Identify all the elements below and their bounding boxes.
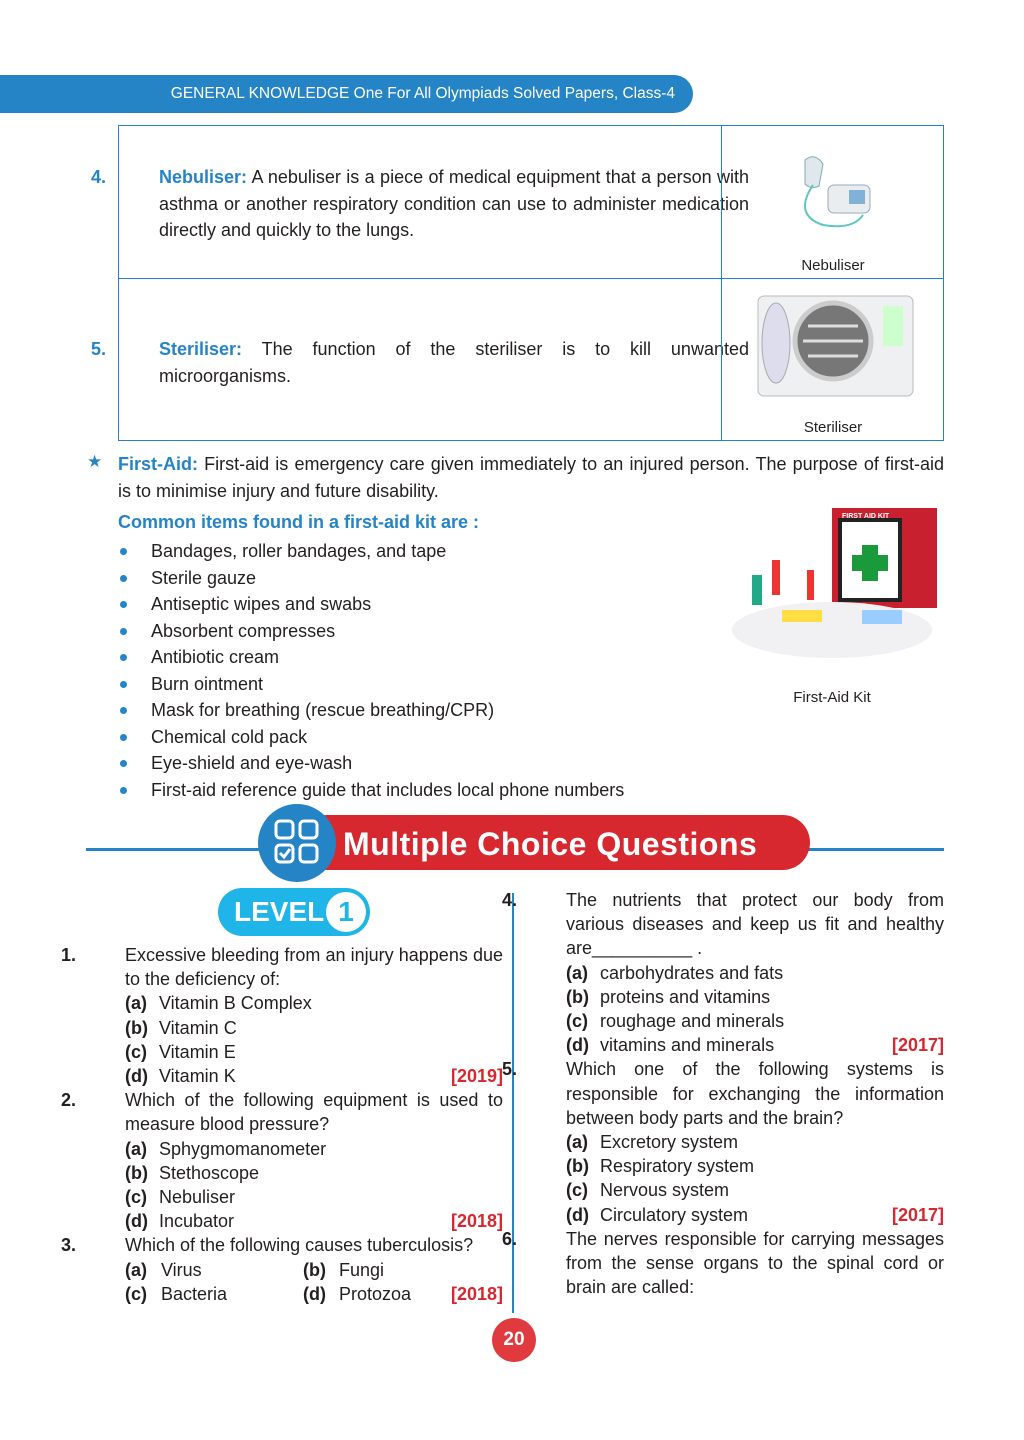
option-text: Vitamin E bbox=[159, 1041, 236, 1062]
answer-option[interactable] bbox=[93, 1040, 503, 1064]
answer-option[interactable] bbox=[93, 1185, 503, 1209]
answer-option[interactable] bbox=[534, 1009, 944, 1033]
question-number: 4. bbox=[502, 890, 518, 910]
answer-option[interactable] bbox=[93, 1161, 503, 1185]
kit-item: Sterile gauze bbox=[118, 565, 624, 592]
option-letter: (c) bbox=[125, 1041, 147, 1062]
image-caption: Steriliser bbox=[803, 419, 863, 436]
option-letter: (c) bbox=[125, 1187, 147, 1208]
option-letter: (a) bbox=[566, 1132, 588, 1153]
question-number: 6. bbox=[502, 1228, 518, 1249]
table-row bbox=[91, 279, 943, 440]
option-text: Respiratory system bbox=[600, 1156, 755, 1177]
option-letter: (b) bbox=[303, 1259, 326, 1280]
level-number: 1 bbox=[326, 892, 366, 932]
kit-item: Absorbent compresses bbox=[118, 618, 624, 645]
option-letter: (d) bbox=[125, 1211, 148, 1232]
question bbox=[61, 943, 503, 1088]
option-letter: (b) bbox=[566, 986, 589, 1007]
question-text: Which of the following equipment is used to measure blood pressure? bbox=[125, 1090, 503, 1135]
option-letter: (b) bbox=[125, 1017, 148, 1038]
definition: The function of the steriliser is to kill unwanted microorganisms. bbox=[159, 339, 749, 386]
kit-label-text: FIRST AID KIT bbox=[842, 513, 890, 520]
level-label: LEVEL bbox=[234, 896, 325, 927]
question-stem bbox=[61, 943, 503, 991]
option-text: Nervous system bbox=[600, 1180, 730, 1201]
question-text: The nutrients that protect our body from various diseases and keep us fit and healthy are__________ . bbox=[566, 890, 944, 959]
option-letter: (d) bbox=[303, 1283, 326, 1304]
answer-option[interactable] bbox=[303, 1282, 411, 1306]
option-text: Fungi bbox=[339, 1259, 385, 1280]
kit-item: Mask for breathing (rescue breathing/CPR) bbox=[118, 697, 624, 724]
question-text: Which of the following causes tuberculosis? bbox=[125, 1235, 474, 1256]
kit-item: First-aid reference guide that includes local phone numbers bbox=[118, 777, 624, 804]
option-text: Vitamin C bbox=[159, 1017, 237, 1038]
option-letter: (c) bbox=[125, 1283, 147, 1304]
question-number: 1. bbox=[61, 945, 77, 965]
option-letter: (a) bbox=[566, 962, 588, 983]
image-caption: First-Aid Kit bbox=[793, 689, 871, 706]
answer-option[interactable] bbox=[93, 1064, 503, 1088]
table-row bbox=[91, 126, 943, 279]
checklist-icon bbox=[258, 804, 336, 882]
level-badge bbox=[218, 888, 370, 936]
year-tag: [2017] bbox=[891, 1035, 944, 1056]
option-letter: (a) bbox=[125, 1259, 147, 1280]
kit-items-list bbox=[118, 538, 624, 803]
option-letter: (d) bbox=[566, 1035, 589, 1056]
answer-option[interactable] bbox=[534, 1178, 944, 1202]
option-letter: (c) bbox=[566, 1180, 588, 1201]
year-tag: [2019] bbox=[450, 1066, 503, 1087]
item-number: 5. bbox=[91, 339, 107, 359]
equipment-table bbox=[91, 125, 944, 441]
answer-option[interactable] bbox=[534, 1130, 944, 1154]
question-number: 2. bbox=[61, 1090, 77, 1111]
option-letter: (a) bbox=[125, 993, 147, 1014]
question-number: 3. bbox=[61, 1235, 77, 1256]
option-letter: (d) bbox=[566, 1204, 589, 1225]
kit-item: Eye-shield and eye-wash bbox=[118, 750, 624, 777]
nebuliser-image bbox=[783, 140, 883, 240]
kit-item: Antibiotic cream bbox=[118, 644, 624, 671]
term: Nebuliser: bbox=[159, 167, 248, 187]
option-letter: (b) bbox=[125, 1162, 148, 1183]
question-text: The nerves responsible for carrying messages from the sense organs to the spinal cord or brain are called: bbox=[566, 1228, 944, 1298]
kit-item: Burn ointment bbox=[118, 671, 624, 698]
page-number: 20 bbox=[492, 1318, 536, 1362]
mcq-left-column bbox=[61, 943, 503, 1306]
term: Steriliser: bbox=[159, 339, 243, 359]
first-aid-kit-image bbox=[722, 500, 942, 670]
option-text: proteins and vitamins bbox=[600, 986, 771, 1007]
option-text: Circulatory system bbox=[600, 1204, 749, 1225]
question bbox=[61, 1233, 503, 1306]
kit-item: Chemical cold pack bbox=[118, 724, 624, 751]
question-text: Excessive bleeding from an injury happens due to the deficiency of: bbox=[125, 945, 503, 990]
answer-option[interactable] bbox=[93, 1137, 503, 1161]
year-tag: [2018] bbox=[450, 1211, 503, 1232]
first-aid-kit-figure bbox=[722, 500, 942, 706]
answer-option[interactable] bbox=[125, 1284, 227, 1304]
answer-option[interactable] bbox=[93, 991, 503, 1015]
option-text: Vitamin B Complex bbox=[159, 993, 312, 1014]
question-number: 5. bbox=[502, 1059, 518, 1080]
option-text: Bacteria bbox=[161, 1283, 228, 1304]
question bbox=[502, 1057, 944, 1226]
answer-option[interactable] bbox=[534, 1033, 944, 1057]
answer-option[interactable] bbox=[534, 961, 944, 985]
question-stem bbox=[502, 888, 944, 961]
question-stem bbox=[61, 1088, 503, 1136]
question bbox=[502, 888, 944, 1057]
steriliser-image-cell bbox=[721, 279, 944, 440]
year-tag: [2017] bbox=[891, 1204, 944, 1225]
option-text: Virus bbox=[161, 1259, 202, 1280]
year-tag: [2018] bbox=[450, 1283, 503, 1304]
nebuliser-image-cell bbox=[721, 126, 944, 278]
option-text: carbohydrates and fats bbox=[600, 962, 784, 983]
answer-option[interactable] bbox=[93, 1209, 503, 1233]
question bbox=[502, 1227, 944, 1300]
star-bullet-icon: ★ bbox=[87, 452, 103, 471]
answer-option[interactable] bbox=[93, 1016, 503, 1040]
mcq-title: Multiple Choice Questions bbox=[343, 826, 758, 862]
option-text: Excretory system bbox=[600, 1132, 739, 1153]
steriliser-image bbox=[748, 291, 918, 401]
term: First-Aid: bbox=[118, 454, 198, 474]
question-stem bbox=[502, 1057, 944, 1130]
option-letter: (d) bbox=[125, 1066, 148, 1087]
option-letter: (a) bbox=[125, 1138, 147, 1159]
answer-option[interactable] bbox=[303, 1258, 384, 1282]
question-stem bbox=[502, 1227, 944, 1300]
kit-item: Bandages, roller bandages, and tape bbox=[118, 538, 624, 565]
answer-option[interactable] bbox=[534, 1203, 944, 1227]
option-text: Nebuliser bbox=[159, 1187, 236, 1208]
nebuliser-text bbox=[91, 164, 749, 244]
kit-heading: Common items found in a first-aid kit are : bbox=[118, 512, 480, 532]
kit-item: Antiseptic wipes and swabs bbox=[118, 591, 624, 618]
question bbox=[61, 1088, 503, 1233]
option-row bbox=[93, 1282, 503, 1306]
option-text: Protozoa bbox=[339, 1283, 412, 1304]
option-row bbox=[93, 1258, 503, 1282]
option-text: Sphygmomanometer bbox=[159, 1138, 327, 1159]
option-text: vitamins and minerals bbox=[600, 1035, 775, 1056]
option-text: Incubator bbox=[159, 1211, 235, 1232]
first-aid-definition bbox=[118, 451, 944, 504]
option-text: roughage and minerals bbox=[600, 1011, 785, 1032]
answer-option[interactable] bbox=[534, 1154, 944, 1178]
option-letter: (b) bbox=[566, 1156, 589, 1177]
question-stem bbox=[61, 1233, 503, 1257]
definition: First-aid is emergency care given immediately to an injured person. The purpose of first-aid is to minimise injury and future disability. bbox=[118, 454, 944, 501]
definition: A nebuliser is a piece of medical equipment that a person with asthma or another respiratory condition can use to administer medication directly and quickly to the lungs. bbox=[159, 167, 749, 240]
option-text: Stethoscope bbox=[159, 1162, 260, 1183]
mcq-right-column bbox=[502, 888, 944, 1299]
image-caption: Nebuliser bbox=[801, 257, 865, 274]
question-text: Which one of the following systems is responsible for exchanging the information between body parts and the brain? bbox=[566, 1059, 944, 1128]
item-number: 4. bbox=[91, 167, 107, 187]
answer-option[interactable] bbox=[534, 985, 944, 1009]
steriliser-text bbox=[91, 336, 749, 389]
option-letter: (c) bbox=[566, 1011, 588, 1032]
running-header: GENERAL KNOWLEDGE One For All Olympiads Solved Papers, Class-4 bbox=[0, 75, 693, 113]
answer-option[interactable] bbox=[125, 1260, 202, 1280]
option-text: Vitamin K bbox=[159, 1066, 236, 1087]
